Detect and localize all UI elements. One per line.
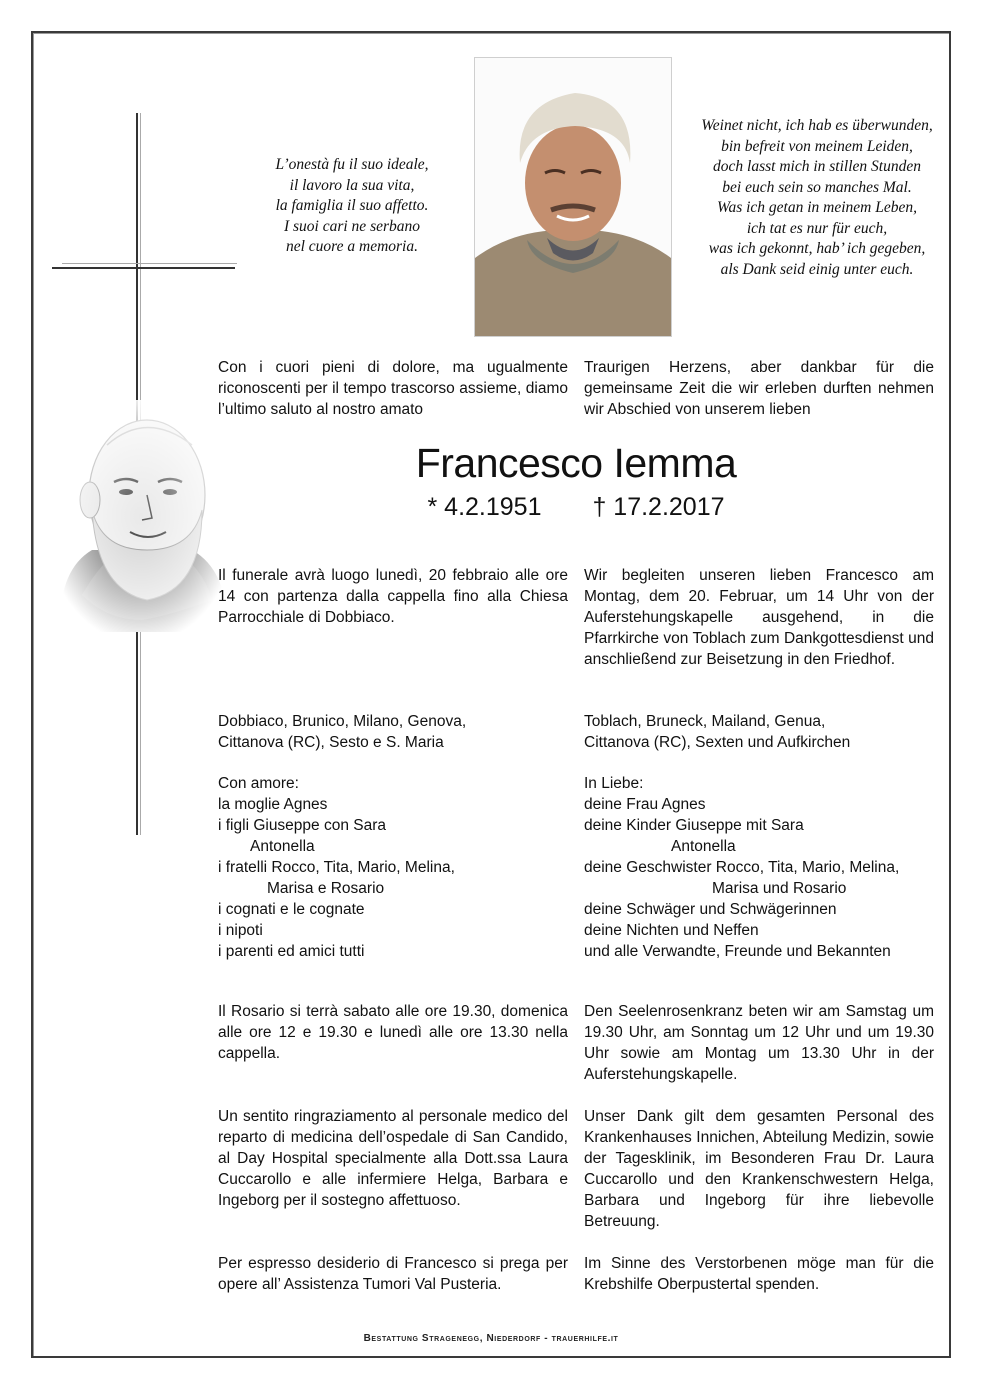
mourners-heading: Con amore: <box>218 775 299 792</box>
poem-line: ich tat es nur für euch, <box>746 219 888 237</box>
poem-line: bin befreit von meinem Leiden, <box>721 137 913 155</box>
poem-line: Was ich getan in meinem Leben, <box>716 199 918 216</box>
mourner-line: deine Nichten und Neffen <box>584 922 759 939</box>
mourner-line: i cognati e le cognate <box>218 901 365 918</box>
padre-pio-sketch-image <box>52 400 230 632</box>
mourner-line: und alle Verwandte, Freunde und Bekannten <box>584 943 891 960</box>
mourner-line: deine Kinder Giuseppe mit Sara <box>584 817 804 834</box>
rosary-german: Den Seelenrosenkranz beten wir am Samstag um 19.30 Uhr, am Sonntag um 12 Uhr und um 19.30 Uhr sowie am Montag um 13.30 Uhr in der Auferstehungskapelle. <box>584 1003 934 1083</box>
mourners-heading: In Liebe: <box>584 775 644 792</box>
deceased-name: Francesco Iemma <box>415 440 737 486</box>
mourner-line: deine Frau Agnes <box>584 796 706 813</box>
places-italian: Dobbiaco, Brunico, Milano, Genova, Cittanova (RC), Sesto e S. Maria <box>218 713 467 751</box>
poem-german <box>688 116 946 280</box>
mourners-italian <box>218 773 568 962</box>
mourner-line: Marisa e Rosario <box>267 880 385 897</box>
poem-line: als Dank seid einig unter euch. <box>720 260 914 278</box>
mourner-line: deine Geschwister Rocco, Tita, Mario, Melina, <box>584 859 900 876</box>
donation-italian: Per espresso desiderio di Francesco si prega per opere all’ Assistenza Tumori Val Pusteria. <box>218 1255 568 1293</box>
mourner-line: deine Schwäger und Schwägerinnen <box>584 901 837 918</box>
funeral-german: Wir begleiten unseren lieben Francesco am Montag, dem 20. Februar, um 14 Uhr von der Auferstehungskapelle ausgehend, in die Pfarrkirche von Toblach zum Dankgottesdienst und anschließend zur Beisetzung in den Friedhof. <box>584 567 934 668</box>
poem-line: I suoi cari ne serbano <box>283 217 421 235</box>
donation-german: Im Sinne des Verstorbenen möge man für die Krebshilfe Oberpustertal spenden. <box>584 1255 934 1293</box>
mourner-line: i parenti ed amici tutti <box>218 943 365 960</box>
poem-line: bei euch sein so manches Mal. <box>722 178 912 196</box>
poem-line: was ich gekonnt, hab’ ich gegeben, <box>708 240 926 257</box>
mourner-line: i fratelli Rocco, Tita, Mario, Melina, <box>218 859 455 876</box>
places-german: Toblach, Bruneck, Mailand, Genua, Cittanova (RC), Sexten und Aufkirchen <box>584 713 851 751</box>
mourner-line: i figli Giuseppe con Sara <box>218 817 387 834</box>
mourner-line: i nipoti <box>218 922 263 939</box>
death-date: † 17.2.2017 <box>592 493 725 521</box>
rosary-italian: Il Rosario si terrà sabato alle ore 19.30, domenica alle ore 12 e 19.30 e lunedì alle ore 13.30 nella cappella. <box>218 1003 568 1062</box>
mourners-german <box>584 773 934 962</box>
poem-italian <box>238 155 466 258</box>
thanks-german: Unser Dank gilt dem gesamten Personal des Krankenhauses Innichen, Abteilung Medizin, sowie der Tagesklinik, im Besonderen Frau Dr. Laura Cuccarollo und den Krankenschwestern Helga, Barbara und Ingeborg für ihre liebevolle Betreuung. <box>584 1108 934 1230</box>
life-dates <box>218 493 934 522</box>
intro-german: Traurigen Herzens, aber dankbar für die gemeinsame Zeit die wir erleben durften nehmen wir Abschied von unserem lieben <box>584 359 934 418</box>
thanks-italian: Un sentito ringraziamento al personale medico del reparto di medicina dell’ospedale di San Candido, al Day Hospital specialmente alla Dott.ssa Laura Cuccarollo e alle infermiere Helga, Barbara e Ingeborg per il sostegno affettuoso. <box>218 1108 568 1209</box>
poem-line: Weinet nicht, ich hab es überwunden, <box>701 117 933 134</box>
poem-line: nel cuore a memoria. <box>285 238 418 255</box>
intro-italian: Con i cuori pieni di dolore, ma ugualmente riconoscenti per il tempo trascorso assieme, diamo l’ultimo saluto al nostro amato <box>218 359 568 418</box>
mourner-line: la moglie Agnes <box>218 796 328 813</box>
mourner-line: Marisa und Rosario <box>712 880 847 897</box>
poem-line: L’onestà fu il suo ideale, <box>275 156 429 173</box>
poem-line: il lavoro la sua vita, <box>289 176 415 194</box>
funeral-home-footer: Bestattung Stragenegg, Niederdorf - trauerhilfe.it <box>363 1333 619 1344</box>
birth-date: * 4.2.1951 <box>427 493 542 521</box>
mourner-line: Antonella <box>671 838 736 855</box>
mourner-line: Antonella <box>250 838 315 855</box>
funeral-italian: Il funerale avrà luogo lunedì, 20 febbraio alle ore 14 con partenza dalla cappella fino alla Chiesa Parrocchiale di Dobbiaco. <box>218 567 568 626</box>
poem-line: doch lasst mich in stillen Stunden <box>713 158 921 175</box>
poem-line: la famiglia il suo affetto. <box>275 197 429 214</box>
portrait-photo <box>474 57 672 337</box>
